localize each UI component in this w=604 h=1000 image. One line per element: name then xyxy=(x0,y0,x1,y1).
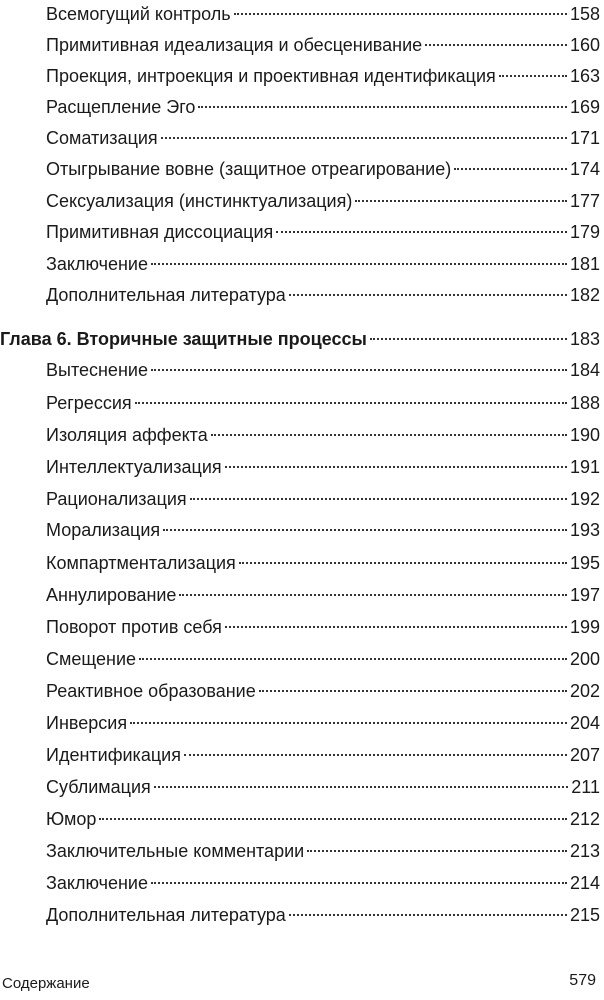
toc-entry xyxy=(46,93,600,121)
toc-entry-title: Заключение xyxy=(46,873,148,893)
dot-leader xyxy=(239,562,567,564)
toc-entry-page: 211 xyxy=(571,777,600,797)
dot-leader xyxy=(211,434,567,436)
dot-leader xyxy=(151,369,567,371)
dot-leader xyxy=(454,168,567,170)
dot-leader xyxy=(179,594,567,596)
toc-entry-page: 193 xyxy=(569,520,600,540)
toc-entry-page: 190 xyxy=(569,425,600,445)
toc-entry xyxy=(46,516,600,544)
dot-leader xyxy=(289,914,567,916)
toc-entry-title: Юмор xyxy=(46,809,97,829)
toc-entry-page: 181 xyxy=(569,254,600,274)
toc-entry xyxy=(46,356,600,384)
toc-entry-page: 215 xyxy=(569,905,600,925)
toc-entry xyxy=(46,218,600,246)
toc-entry-page: 160 xyxy=(569,35,600,55)
toc-entry-page: 177 xyxy=(569,191,600,211)
toc-entry-page: 207 xyxy=(569,745,600,765)
toc-entry-title: Реактивное образование xyxy=(46,681,256,701)
toc-entry-title: Вытеснение xyxy=(46,360,148,380)
toc-entry-title: Проекция, интроекция и проективная идентификация xyxy=(46,66,496,86)
toc-entry xyxy=(46,837,600,865)
toc-entry xyxy=(46,155,600,183)
toc-entry-title: Изоляция аффекта xyxy=(46,425,208,445)
chapter-page: 183 xyxy=(569,329,600,349)
dot-leader xyxy=(151,263,567,265)
toc-entry xyxy=(46,869,600,897)
toc-entry-title: Заключительные комментарии xyxy=(46,841,305,861)
toc-entry xyxy=(46,709,600,737)
toc-entry-title: Смещение xyxy=(46,649,137,669)
toc-entry-title: Примитивная диссоциация xyxy=(46,222,274,242)
chapter-title: Глава 6. Вторичные защитные процессы xyxy=(0,329,367,349)
toc-entry xyxy=(46,62,600,90)
toc-entry-page: 212 xyxy=(569,809,600,829)
dot-leader xyxy=(307,850,567,852)
toc-entry xyxy=(46,549,600,577)
dot-leader xyxy=(99,818,567,820)
toc-entry-page: 214 xyxy=(569,873,600,893)
toc-entry xyxy=(46,187,600,215)
toc-entry-page: 184 xyxy=(569,360,600,380)
toc-entry xyxy=(46,0,600,28)
dot-leader xyxy=(259,690,567,692)
toc-entry-title: Дополнительная литература xyxy=(46,905,286,925)
toc-entry-page: 163 xyxy=(569,66,600,86)
toc-entry xyxy=(46,389,600,417)
toc-entry xyxy=(46,281,600,309)
dot-leader xyxy=(499,75,567,77)
toc-entry-page: 158 xyxy=(569,4,600,24)
toc-entry xyxy=(46,250,600,278)
toc-entry xyxy=(46,31,600,59)
dot-leader xyxy=(276,231,567,233)
dot-leader xyxy=(198,106,567,108)
toc-entry-page: 188 xyxy=(569,393,600,413)
toc-entry xyxy=(46,581,600,609)
dot-leader xyxy=(135,402,567,404)
toc-entry xyxy=(46,421,600,449)
dot-leader xyxy=(163,529,567,531)
toc-entry-title: Всемогущий контроль xyxy=(46,4,231,24)
toc-entry-title: Аннулирование xyxy=(46,585,177,605)
toc-entry-title: Соматизация xyxy=(46,128,158,148)
toc-entry-page: 192 xyxy=(569,489,600,509)
dot-leader xyxy=(130,722,567,724)
toc-entry-title: Примитивная идеализация и обесценивание xyxy=(46,35,423,55)
dot-leader xyxy=(234,13,567,15)
toc-entry xyxy=(46,805,600,833)
dot-leader xyxy=(425,44,567,46)
toc-entry-title: Интеллектуализация xyxy=(46,457,222,477)
toc-entry-title: Идентификация xyxy=(46,745,181,765)
page-number: 579 xyxy=(569,972,596,989)
dot-leader xyxy=(151,882,567,884)
dot-leader xyxy=(225,626,567,628)
toc-entry-title: Сублимация xyxy=(46,777,151,797)
dot-leader xyxy=(184,754,567,756)
toc-entry-title: Инверсия xyxy=(46,713,128,733)
toc-entry xyxy=(46,741,600,769)
toc-entry-title: Регрессия xyxy=(46,393,132,413)
toc-entry-page: 169 xyxy=(569,97,600,117)
toc-entry xyxy=(46,613,600,641)
dot-leader xyxy=(161,137,567,139)
toc-entry-title: Дополнительная литература xyxy=(46,285,286,305)
toc-entry-page: 174 xyxy=(569,159,600,179)
dot-leader xyxy=(289,294,567,296)
toc-entry-page: 191 xyxy=(569,457,600,477)
toc-entry-page: 199 xyxy=(569,617,600,637)
toc-entry-title: Поворот против себя xyxy=(46,617,222,637)
toc-entry-title: Рационализация xyxy=(46,489,187,509)
toc-entry xyxy=(46,901,600,929)
running-footer-section: Содержание xyxy=(2,975,90,992)
toc-entry-title: Сексуализация (инстинктуализация) xyxy=(46,191,353,211)
toc-entry xyxy=(46,645,600,673)
toc-entry xyxy=(46,453,600,481)
toc-entry-title: Морализация xyxy=(46,520,161,540)
toc-chapter-heading xyxy=(0,325,600,353)
toc-entry-page: 200 xyxy=(569,649,600,669)
toc-entry xyxy=(46,677,600,705)
dot-leader xyxy=(154,786,569,788)
toc-entry xyxy=(46,124,600,152)
dot-leader xyxy=(355,200,567,202)
toc-entry-page: 182 xyxy=(569,285,600,305)
toc-entry-page: 195 xyxy=(569,553,600,573)
toc-entry-page: 204 xyxy=(569,713,600,733)
toc-entry-title: Расщепление Эго xyxy=(46,97,196,117)
toc-entry-page: 197 xyxy=(569,585,600,605)
toc-entry xyxy=(46,773,600,801)
dot-leader xyxy=(225,466,567,468)
toc-entry-page: 213 xyxy=(569,841,600,861)
toc-entry-title: Заключение xyxy=(46,254,148,274)
dot-leader xyxy=(370,338,567,340)
toc-entry-title: Отыгрывание вовне (защитное отреагирование) xyxy=(46,159,452,179)
toc-entry-page: 202 xyxy=(569,681,600,701)
toc-entry xyxy=(46,485,600,513)
toc-entry-title: Компартментализация xyxy=(46,553,236,573)
toc-entry-page: 171 xyxy=(569,128,600,148)
dot-leader xyxy=(190,498,567,500)
toc-entry-page: 179 xyxy=(569,222,600,242)
dot-leader xyxy=(139,658,567,660)
